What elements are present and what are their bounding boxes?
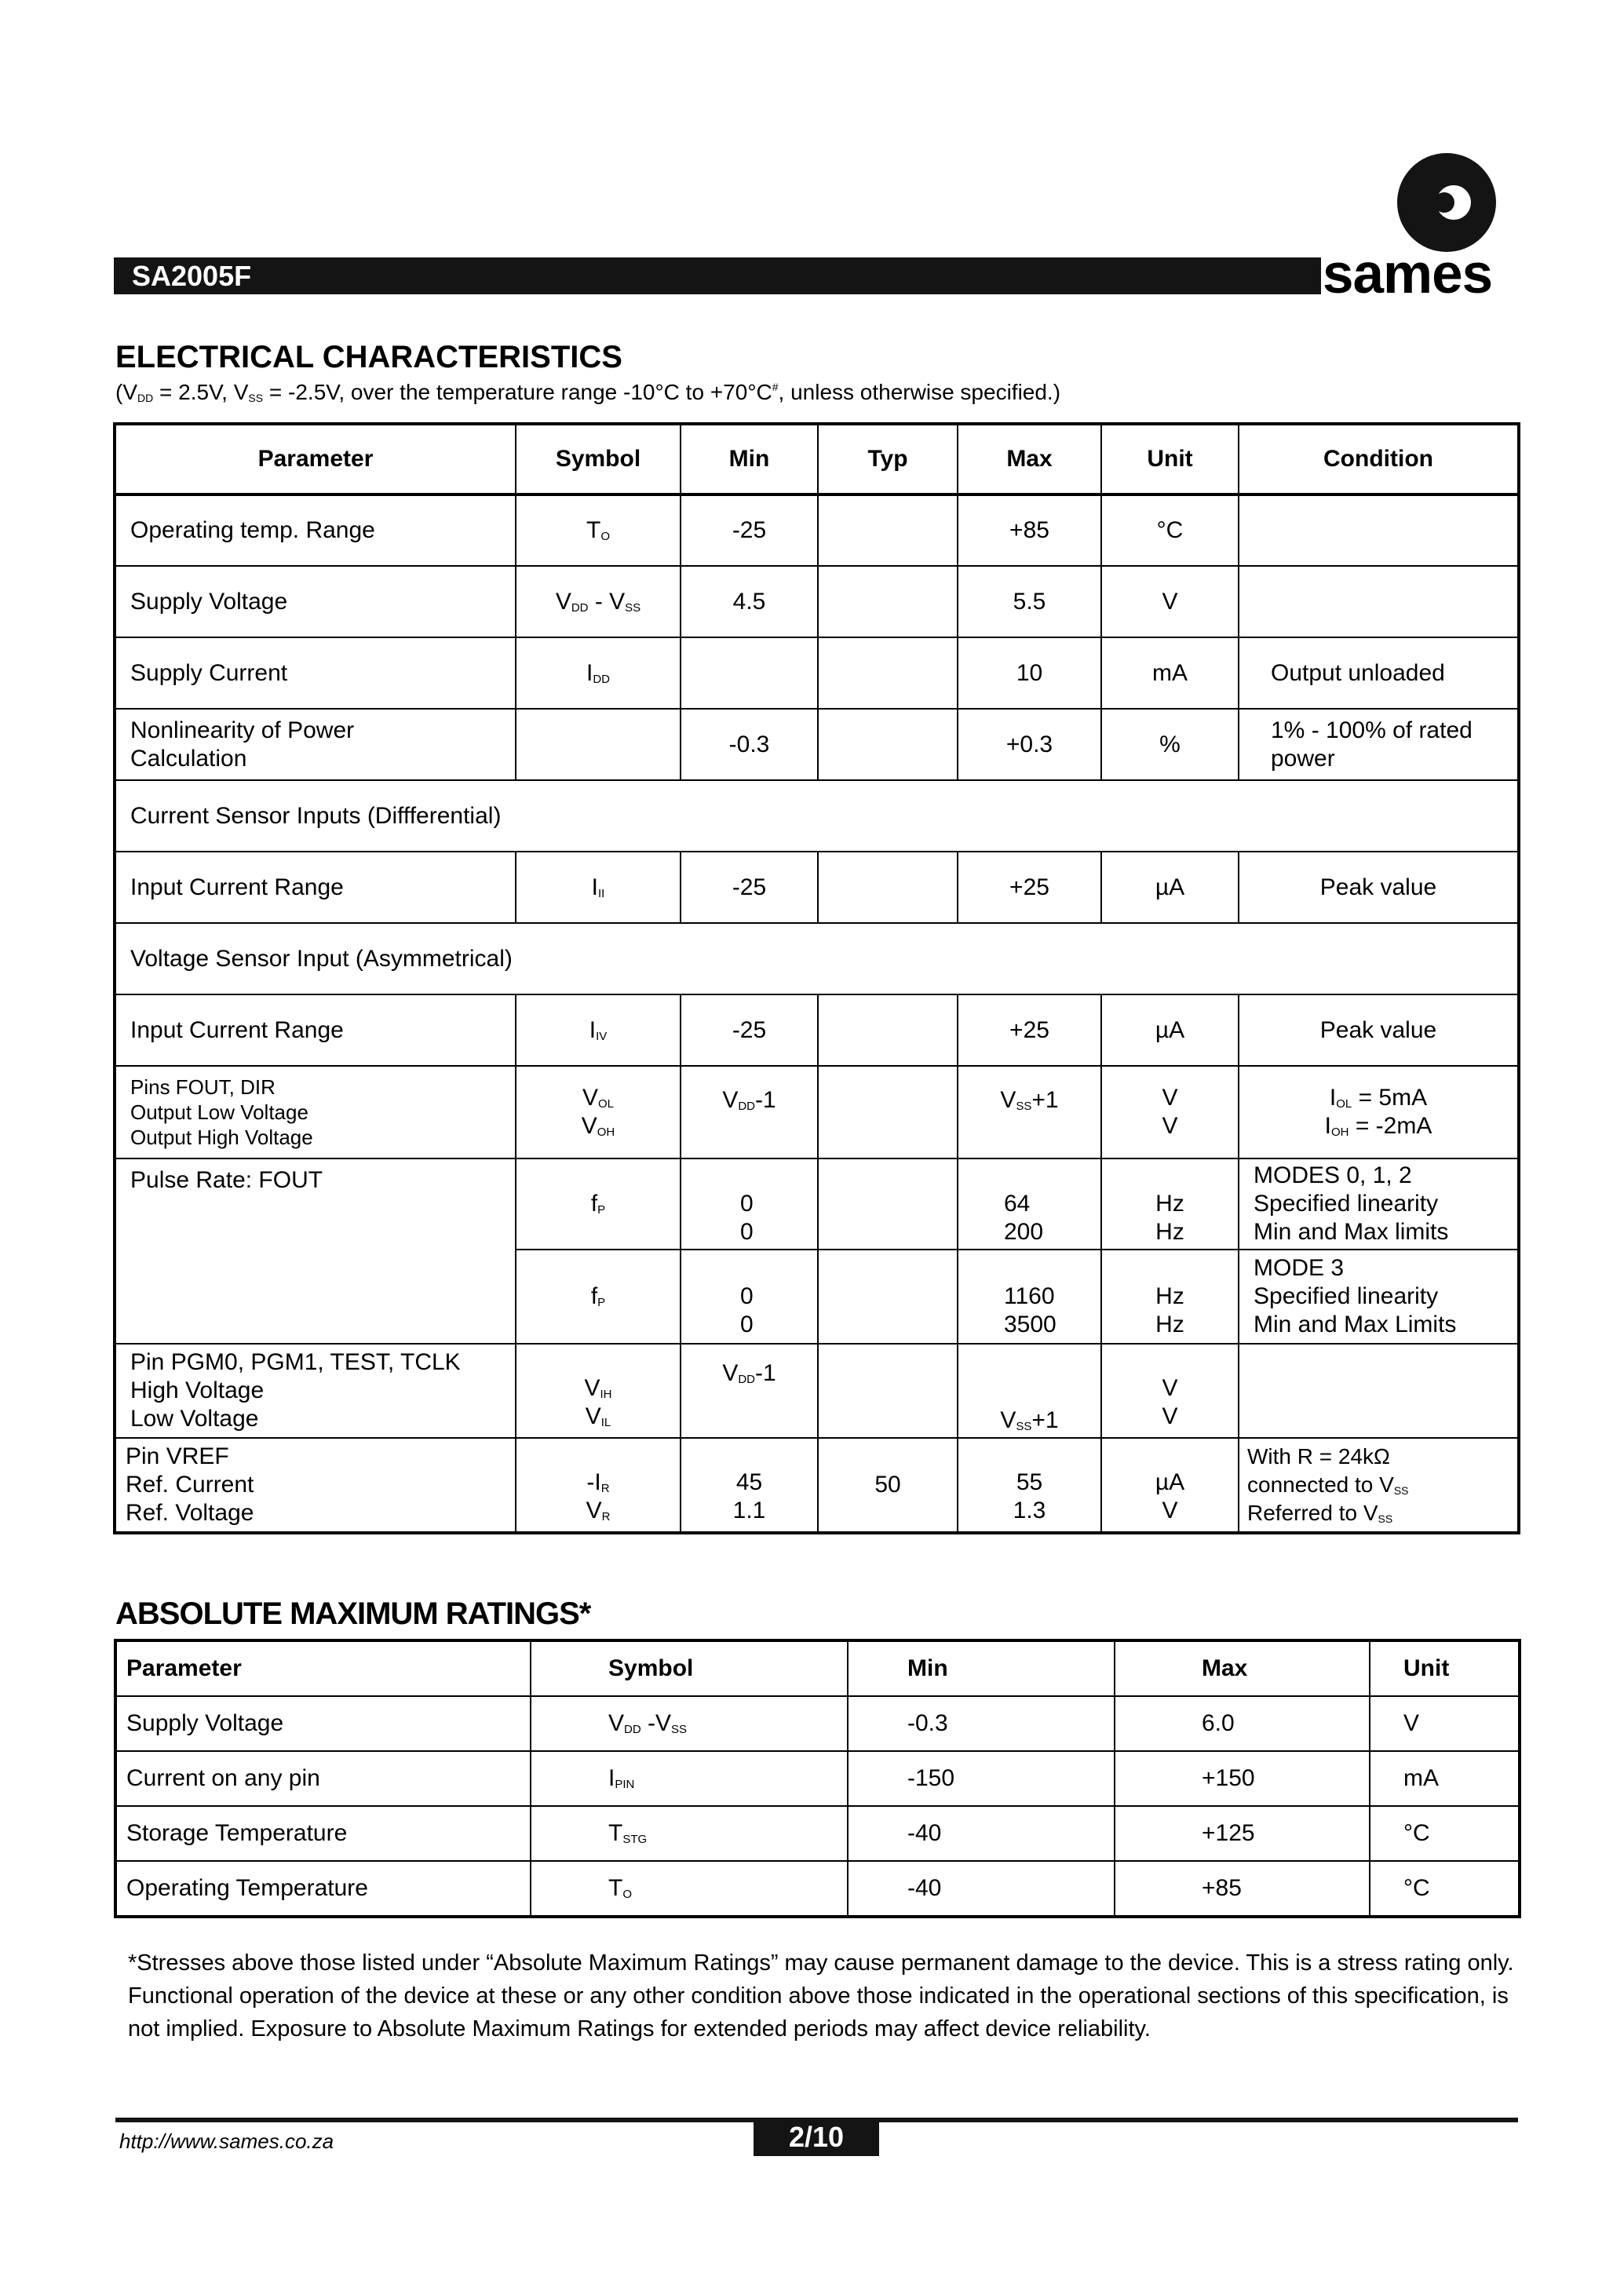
max-cell: 5.5 xyxy=(958,566,1101,637)
unit-cell: V V xyxy=(1101,1344,1239,1438)
param-cell: Pulse Rate: FOUT xyxy=(115,1158,516,1344)
max-cell: +85 xyxy=(958,494,1101,566)
unit-cell: V xyxy=(1370,1696,1519,1751)
symbol-cell: $I_{IV}$ xyxy=(516,994,681,1066)
condition-cell xyxy=(1239,566,1518,637)
min-cell: -25 xyxy=(681,852,818,923)
section-title-electrical: ELECTRICAL CHARACTERISTICS xyxy=(115,340,622,374)
param-cell: Supply Voltage xyxy=(116,1696,531,1751)
param-cell: Pins FOUT, DIR Output Low Voltage Output High Voltage xyxy=(115,1066,516,1158)
typ-cell xyxy=(818,494,958,566)
condition-cell: $I_{OL} = 5mA$ $I_{OH} = -2mA$ xyxy=(1239,1066,1518,1158)
min-cell: 0 0 xyxy=(681,1250,818,1344)
typ-cell xyxy=(818,1344,958,1438)
symbol-cell: $f_P$ xyxy=(516,1158,681,1250)
absolute-max-ratings-table xyxy=(115,1640,1520,1917)
table-row xyxy=(115,1438,1518,1532)
max-cell: +85 xyxy=(1115,1861,1370,1916)
electrical-characteristics-table xyxy=(115,424,1519,1533)
condition-cell: Peak value xyxy=(1239,994,1518,1066)
unit-cell: µA xyxy=(1101,852,1239,923)
table-row xyxy=(115,852,1518,923)
typ-cell xyxy=(818,637,958,709)
col-header-parameter: Parameter xyxy=(115,425,516,494)
min-cell xyxy=(681,637,818,709)
min-cell: $V_{DD}-1$ xyxy=(681,1344,818,1438)
logo-text: sames xyxy=(1323,243,1493,305)
param-cell: Pin VREF Ref. Current Ref. Voltage xyxy=(115,1438,516,1532)
table-row xyxy=(115,637,1518,709)
min-cell: $V_{DD}-1$ xyxy=(681,1066,818,1158)
unit-cell: mA xyxy=(1101,637,1239,709)
table-row xyxy=(116,1806,1519,1861)
table-row xyxy=(116,1861,1519,1916)
symbol-cell: $V_{DD}$ $-V_{SS}$ xyxy=(531,1696,848,1751)
symbol-cell: $T_O$ xyxy=(516,494,681,566)
param-cell: Supply Voltage xyxy=(115,566,516,637)
unit-cell: µA xyxy=(1101,994,1239,1066)
unit-cell: °C xyxy=(1101,494,1239,566)
table-row xyxy=(115,494,1518,566)
section-label: Voltage Sensor Input (Asymmetrical) xyxy=(115,923,1518,994)
page-number: 2/10 xyxy=(754,2119,879,2156)
max-cell: $V_{SS}+1$ xyxy=(958,1066,1101,1158)
condition-cell: Peak value xyxy=(1239,852,1518,923)
symbol-cell: $V_{DD} - V_{SS}$ xyxy=(516,566,681,637)
param-cell: Nonlinearity of Power Calculation xyxy=(115,709,516,780)
condition-cell: Output unloaded xyxy=(1239,637,1518,709)
col-header-parameter: Parameter xyxy=(116,1641,531,1696)
header-bar xyxy=(114,257,1321,294)
col-header-unit: Unit xyxy=(1101,425,1239,494)
unit-cell: V V xyxy=(1101,1066,1239,1158)
min-cell: 45 1.1 xyxy=(681,1438,818,1532)
max-cell: 6.0 xyxy=(1115,1696,1370,1751)
col-header-condition: Condition xyxy=(1239,425,1518,494)
condition-cell: 1% - 100% of rated power xyxy=(1239,709,1518,780)
table-header-row xyxy=(115,425,1518,494)
max-cell: 64 200 xyxy=(958,1158,1101,1250)
col-header-min: Min xyxy=(681,425,818,494)
typ-cell xyxy=(818,994,958,1066)
symbol-cell: $T_O$ xyxy=(531,1861,848,1916)
col-header-symbol: Symbol xyxy=(516,425,681,494)
table-header-row xyxy=(116,1641,1519,1696)
typ-cell xyxy=(818,1066,958,1158)
min-cell: -40 xyxy=(848,1806,1115,1861)
table-row xyxy=(116,1696,1519,1751)
condition-cell: MODES 0, 1, 2 Specified linearity Min and Max limits xyxy=(1239,1158,1518,1250)
unit-cell: % xyxy=(1101,709,1239,780)
table-row xyxy=(115,1344,1518,1438)
unit-cell: µA V xyxy=(1101,1438,1239,1532)
part-number: SA2005F xyxy=(132,260,252,292)
col-header-max: Max xyxy=(958,425,1101,494)
col-header-max: Max xyxy=(1115,1641,1370,1696)
symbol-cell: $f_P$ xyxy=(516,1250,681,1344)
table-row xyxy=(115,994,1518,1066)
table-row xyxy=(115,1158,1518,1250)
typ-cell xyxy=(818,1158,958,1250)
max-cell: +25 xyxy=(958,994,1101,1066)
section-subtitle-conditions: ($V_{DD} = 2.5V$, $V_{SS} = -2.5V$, over the temperature range -10°C to +70°C#, unless otherwise specified.) xyxy=(115,380,1061,404)
param-cell: Input Current Range xyxy=(115,994,516,1066)
table-row xyxy=(115,709,1518,780)
param-cell: Operating Temperature xyxy=(116,1861,531,1916)
symbol-cell: $I_{II}$ xyxy=(516,852,681,923)
unit-cell: V xyxy=(1101,566,1239,637)
condition-cell: MODE 3 Specified linearity Min and Max Limits xyxy=(1239,1250,1518,1344)
typ-cell xyxy=(818,1250,958,1344)
min-cell: -25 xyxy=(681,994,818,1066)
typ-cell xyxy=(818,852,958,923)
symbol-cell: $I_{DD}$ xyxy=(516,637,681,709)
section-label: Current Sensor Inputs (Diffferential) xyxy=(115,780,1518,852)
typ-cell: 50 xyxy=(818,1438,958,1532)
section-title-absolute-max: ABSOLUTE MAXIMUM RATINGS* xyxy=(115,1596,591,1631)
table-row xyxy=(115,1066,1518,1158)
symbol-cell: $-I_R$ $V_R$ xyxy=(516,1438,681,1532)
typ-cell xyxy=(818,709,958,780)
param-cell: Pin PGM0, PGM1, TEST, TCLK High Voltage Low Voltage xyxy=(115,1344,516,1438)
min-cell: 0 0 xyxy=(681,1158,818,1250)
param-cell: Input Current Range xyxy=(115,852,516,923)
col-header-unit: Unit xyxy=(1370,1641,1519,1696)
symbol-cell: $V_{IH}$ $V_{IL}$ xyxy=(516,1344,681,1438)
sames-logo-icon xyxy=(1397,153,1496,252)
min-cell: -25 xyxy=(681,494,818,566)
unit-cell: Hz Hz xyxy=(1101,1158,1239,1250)
table-row xyxy=(115,566,1518,637)
footnote-text: *Stresses above those listed under “Absolute Maximum Ratings” may cause permanent damage to the device. This is a stress rating only. Functional operation of the device at these or any other condition above those indicated in the operational sections of this specification, is not implied. Exposure to Absolute Maximum Ratings for extended periods may affect device reliability. xyxy=(128,1950,1514,2041)
max-cell: +0.3 xyxy=(958,709,1101,780)
table-row xyxy=(116,1751,1519,1806)
footer-url-link[interactable]: http://www.sames.co.za xyxy=(119,2129,334,2153)
symbol-cell: $I_{PIN}$ xyxy=(531,1751,848,1806)
max-cell: $V_{SS}+1$ xyxy=(958,1344,1101,1438)
max-cell: 1160 3500 xyxy=(958,1250,1101,1344)
section-row-voltage-sensor xyxy=(115,923,1518,994)
symbol-cell xyxy=(516,709,681,780)
col-header-typ: Typ xyxy=(818,425,958,494)
condition-cell xyxy=(1239,1344,1518,1438)
col-header-min: Min xyxy=(848,1641,1115,1696)
symbol-cell: $T_{STG}$ xyxy=(531,1806,848,1861)
symbol-cell: $V_{OL}$ $V_{OH}$ xyxy=(516,1066,681,1158)
param-cell: Current on any pin xyxy=(116,1751,531,1806)
condition-cell: With R = 24kΩ connected to $V_{SS}$ Referred to $V_{SS}$ xyxy=(1239,1438,1518,1532)
min-cell: -150 xyxy=(848,1751,1115,1806)
unit-cell: °C xyxy=(1370,1861,1519,1916)
condition-cell xyxy=(1239,494,1518,566)
col-header-symbol: Symbol xyxy=(531,1641,848,1696)
unit-cell: °C xyxy=(1370,1806,1519,1861)
max-cell: 55 1.3 xyxy=(958,1438,1101,1532)
param-cell: Supply Current xyxy=(115,637,516,709)
max-cell: +25 xyxy=(958,852,1101,923)
param-cell: Operating temp. Range xyxy=(115,494,516,566)
min-cell: -0.3 xyxy=(681,709,818,780)
param-cell: Storage Temperature xyxy=(116,1806,531,1861)
max-cell: 10 xyxy=(958,637,1101,709)
unit-cell: mA xyxy=(1370,1751,1519,1806)
min-cell: -40 xyxy=(848,1861,1115,1916)
min-cell: -0.3 xyxy=(848,1696,1115,1751)
unit-cell: Hz Hz xyxy=(1101,1250,1239,1344)
max-cell: +125 xyxy=(1115,1806,1370,1861)
max-cell: +150 xyxy=(1115,1751,1370,1806)
section-row-current-sensor xyxy=(115,780,1518,852)
min-cell: 4.5 xyxy=(681,566,818,637)
typ-cell xyxy=(818,566,958,637)
